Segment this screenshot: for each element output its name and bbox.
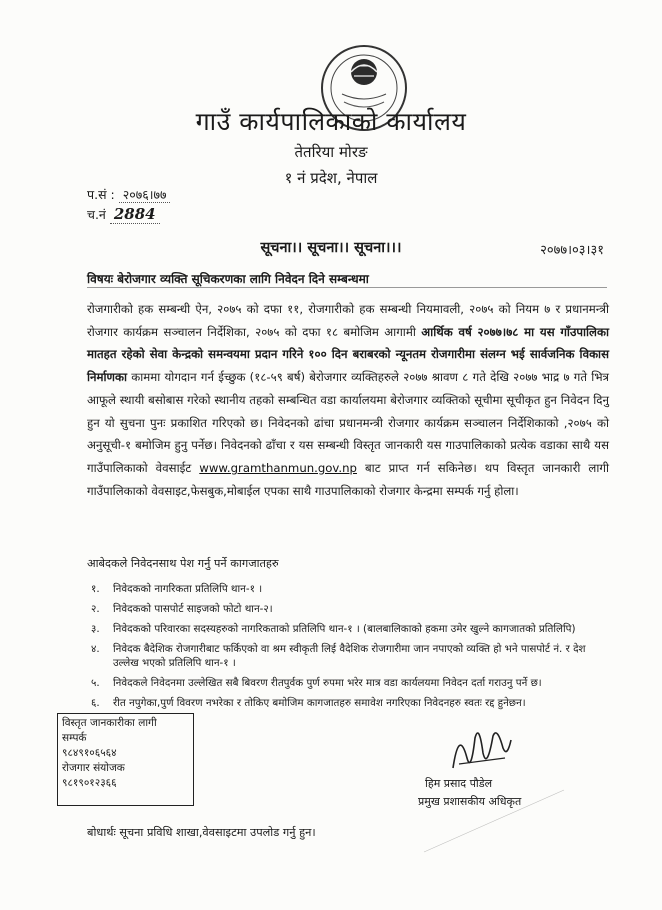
subject-line: विषयः बेरोजगार व्यक्ति सूचिकरणका लागि निवेदन दिने सम्बन्धमा — [87, 272, 369, 286]
signatory-title: प्रमुख प्रशासकीय अधिकृत — [418, 795, 522, 808]
cc-line: बोधार्थः सूचना प्रविधि शाखा,वेवसाइटमा उपलोड गर्नु हुन। — [87, 826, 316, 839]
subject-divider — [87, 287, 607, 288]
contact-phone-1: ९८४९१०६५६४ — [62, 747, 117, 759]
list-item: ५. निवेदकले निवेदनमा उल्लेखित सबै बिवरण रीतपुर्वक पुर्ण रुपमा भरेर मात्र वडा कार्यलयमा निवेदन दर्ता गराउनु पर्ने छ। — [91, 677, 542, 689]
notice-body — [87, 298, 609, 502]
cn-label: च.नं — [87, 207, 106, 222]
body-text-2: काममा योगदान गर्न ईच्छुक (१८-५९ बर्ष) बेरोजगार व्यक्तिहरुले २०७७ श्रावण ८ गते देखि २०७७ भाद्र ७ गते भित्र आफूले स्थायी बसोबास गरेको स्थानीय तहको सम्बन्धित वडा कार्यालयमा बेरोजगार व्यक्तिको सूचीमा सूचीकृत हुन निवेदन दिनु हुन यो सुचना पुनः प्रकाशित गरिएको छ। निवेदनको ढांचा प्रधानमन्त्री रोजगार कार्यक्रम सञ्चालन निर्देशिकाको ,२०७५ को अनुसूची-१ बमोजिम हुनु पर्नेछ। निवेदनको ढाँचा र यस सम्बन्धी विस्तृत जानकारी यस गाउपालिकाको प्रत्येक वडाका साथै यस गाउँपालिकाको वेवसाईट — [87, 370, 609, 475]
list-item: १. निवेदकको नागरिकता प्रतिलिपि थान-१ । — [91, 583, 263, 595]
ps-label: प.सं : — [87, 187, 115, 202]
signature-icon — [445, 718, 515, 778]
reference-ps — [87, 186, 170, 203]
office-title: गाउँ कार्यपालिकाको कार्यालय — [195, 107, 467, 136]
list-item: ३. निवेदकको परिवारका सदस्यहरुको नागरिकताको प्रतिलिपि थान-१ । (बालबालिकाको हकमा उमेर खुल्ने कागजातको प्रतिलिपि) — [91, 623, 576, 635]
ps-value: २०७६।७७ — [119, 187, 171, 203]
contact-heading: विस्तृत जानकारीका लागी — [62, 717, 157, 729]
notice-date: २०७७।०३।३१ — [540, 243, 604, 258]
list-item: ६. रीत नपुगेका,पुर्ण विवरण नभरेका र तोकिए बमोजिम कागजातहरु समावेश नगरिएका निवेदनहरु स्वतः रद्द हुनेछन। — [91, 697, 526, 709]
notice-title: सूचना।। सूचना।। सूचना।।। — [260, 240, 402, 256]
contact-label-2: रोजगार संयोजक — [62, 762, 125, 774]
office-province: १ नं प्रदेश, नेपाल — [284, 169, 378, 187]
body-text-3: बाट प्राप्त गर्न सकिनेछ। थप विस्तृत जानकारी लागी गाउँपालिकाको वेवसाइट,फेसबुक,मोबाईल एपका साथै गाउपालिकाको रोजगार केन्द्रमा सम्पर्क गर्नु होला। — [87, 460, 609, 498]
signatory-name: हिम प्रसाद पौडेल — [425, 777, 493, 790]
office-location: तेतरिया मोरङ — [294, 143, 368, 161]
contact-label-1: सम्पर्क — [62, 732, 87, 744]
contact-phone-2: ९८१९०१२३६६ — [62, 777, 117, 789]
cn-value: 2884 — [110, 205, 160, 224]
list-item: ४. निवेदक बैदेशिक रोजगारीबाट फर्किएको वा श्रम स्वीकृती लिई वैदेशिक रोजगारीमा जान नपाएको व्यक्ति हो भने पासपोर्ट नं. र देश उल्लेख भएको प्रतिलिपि थान-१ । — [91, 643, 586, 669]
reference-cn — [87, 205, 160, 223]
body-text-1: रोजगारीको हक सम्बन्धी ऐन, २०७५ को दफा ११, रोजगारीको हक सम्बन्धी नियमावली, २०७५ को नियम ७ र प्रधानमन्त्री रोजगार कार्यक्रम सञ्चालन निर्देशिका, २०७५ को दफा १८ बमोजिम आगामी — [87, 302, 609, 339]
contact-box — [57, 713, 194, 806]
list-item: २. निवेदकको पासपोर्ट साइजको फोटो थान-२। — [91, 603, 273, 615]
officer-stamp-icon — [414, 780, 574, 860]
body-bold: आर्थिक वर्ष २०७७।७८ मा यस गाँउपालिका मातहत रहेको सेवा केन्द्रको समन्वयमा प्रदान गरिने १०० दिन बराबरको न्यूनतम रोजगारीमा संलग्न भई सार्वजनिक विकास निर्माणका — [87, 324, 609, 385]
website-link[interactable]: www.gramthanmun.gov.np — [199, 460, 357, 475]
documents-list — [87, 582, 587, 716]
documents-intro: आबेदकले निवेदनसाथ पेश गर्नु पर्ने कागजातहरु — [87, 557, 279, 570]
